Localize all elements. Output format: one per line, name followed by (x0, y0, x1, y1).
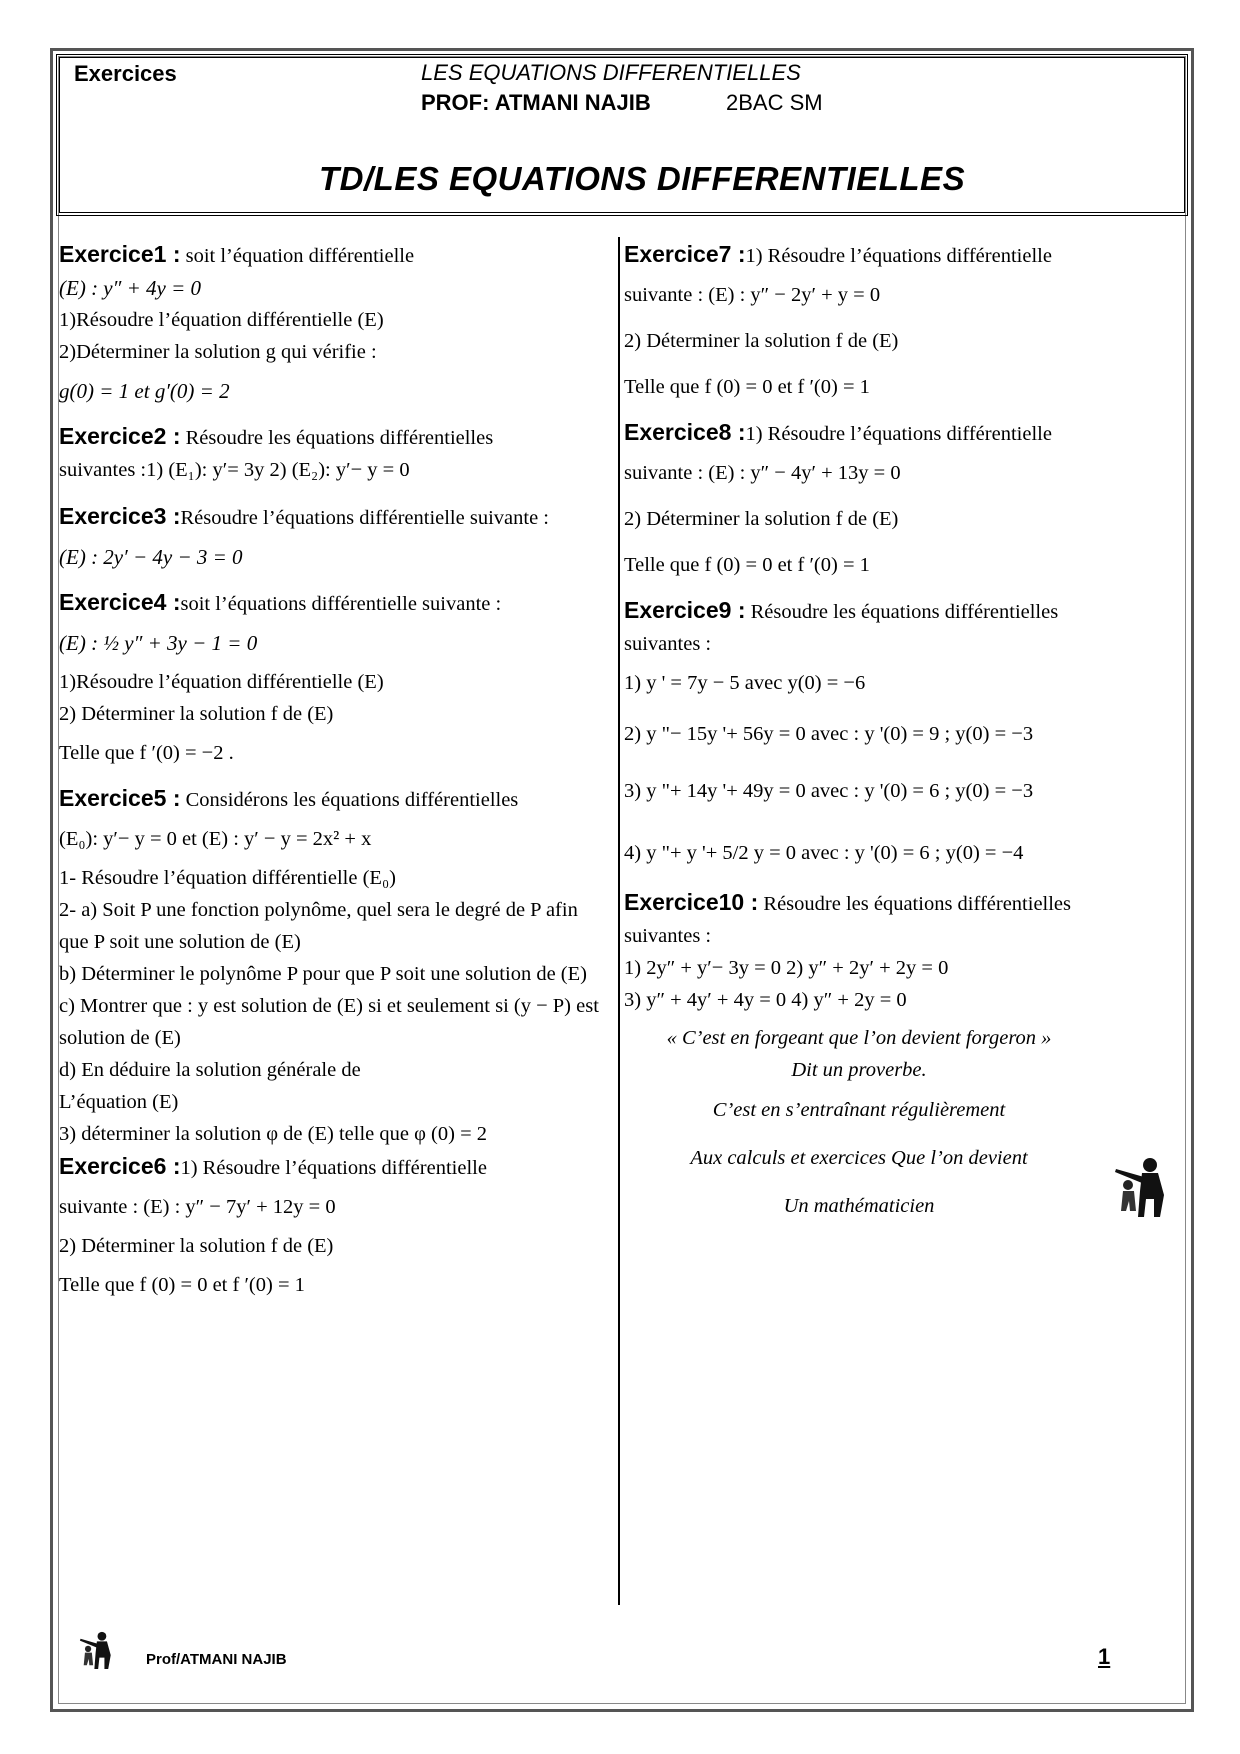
quote-line-2: Dit un proverbe. (791, 1059, 927, 1081)
exercise-4 (59, 586, 607, 776)
exercise-8-equation: suivante : (E) : y″ − 4y′ + 13y = 0 (624, 462, 901, 484)
exercise-4-question-1: 1)Résoudre l’équation différentielle (E) (59, 671, 384, 693)
exercise-5-question-3: 3) déterminer la solution φ de (E) telle que φ (0) = 2 (59, 1123, 488, 1145)
footer-author: Prof/ATMANI NAJIB (146, 1651, 287, 1668)
exercise-7-title: Exercice7 : (624, 241, 746, 267)
exercise-6-question-2: 2) Déterminer la solution f de (E) (59, 1235, 334, 1257)
proverb-quote (624, 1022, 1094, 1230)
exercise-4-condition: Telle que f ′(0) = −2 . (59, 742, 234, 764)
exercise-10-intro: Résoudre les équations différentielles (758, 893, 1072, 915)
exercise-8-title: Exercice8 : (624, 419, 746, 445)
exercise-7-question-2: 2) Déterminer la solution f de (E) (624, 330, 899, 352)
exercise-5-question-2c: c) Montrer que : y est solution de (E) si et seulement si (y − P) est solution de (E) (59, 995, 599, 1049)
page-number: 1 (1098, 1644, 1111, 1669)
right-column (624, 238, 1172, 1230)
exercise-1-intro: soit l’équation différentielle (180, 245, 415, 267)
exercise-5-equations: (E₀): y′− y = 0 et (E) : y′ − y = 2x² + x (59, 828, 372, 850)
exercise-9-item-4: 4) y "+ y '+ 5/2 y = 0 avec : y '(0) = 6 ; y(0) = −4 (624, 842, 1024, 864)
exercise-8-intro: 1) Résoudre l’équations différentielle (745, 423, 1052, 445)
exercise-6 (59, 1150, 607, 1308)
header-prof: PROF: ATMANI NAJIB (421, 90, 651, 115)
exercise-4-title: Exercice4 : (59, 589, 181, 615)
exercise-6-intro: 1) Résoudre l’équations différentielle (180, 1157, 487, 1179)
exercise-5-question-2b: b) Déterminer le polynôme P pour que P soit une solution de (E) (59, 963, 587, 985)
exercise-8-condition: Telle que f (0) = 0 et f ′(0) = 1 (624, 554, 870, 576)
exercise-1-title: Exercice1 : (59, 241, 181, 267)
left-column (59, 238, 607, 1314)
exercise-5-title: Exercice5 : (59, 785, 181, 811)
page-title: TD/LES EQUATIONS DIFFERENTIELLES (319, 160, 966, 197)
exercise-1 (59, 238, 607, 414)
exercise-7-intro: 1) Résoudre l’équations différentielle (745, 245, 1052, 267)
header-exercices-label: Exercices (74, 61, 177, 86)
exercise-1-equation: (E) : y″ + 4y = 0 (59, 276, 202, 300)
exercise-10-row-1: 1) 2y″ + y′− 3y = 0 2) y″ + 2y′ + 2y = 0 (624, 957, 949, 979)
exercise-9-item-2: 2) y "− 15y '+ 56y = 0 avec : y '(0) = 9 ; y(0) = −3 (624, 723, 1034, 745)
exercise-5-question-2d-line-1: d) En déduire la solution générale de (59, 1059, 361, 1081)
exercise-9-item-1: 1) y ' = 7y − 5 avec y(0) = −6 (624, 672, 866, 694)
quote-line-4: Aux calculs et exercices Que l’on devient (690, 1147, 1028, 1169)
exercise-3-title: Exercice3 : (59, 503, 181, 529)
exercise-9 (624, 594, 1172, 886)
quote-line-1: « C’est en forgeant que l’on devient forgeron » (666, 1027, 1052, 1049)
exercise-9-subtitle: suivantes : (624, 633, 712, 655)
exercise-4-question-2: 2) Déterminer la solution f de (E) (59, 703, 334, 725)
exercise-8 (624, 416, 1172, 588)
column-divider (618, 237, 620, 1605)
teacher-child-silhouette-icon (1110, 1155, 1168, 1225)
exercise-7-equation: suivante : (E) : y″ − 2y′ + y = 0 (624, 284, 881, 306)
exercise-9-intro: Résoudre les équations différentielles (745, 601, 1059, 623)
footer-silhouette-icon (76, 1630, 114, 1674)
exercise-10-row-2: 3) y″ + 4y′ + 4y = 0 4) y″ + 2y = 0 (624, 989, 907, 1011)
exercise-1-question-2: 2)Déterminer la solution g qui vérifie : (59, 341, 377, 363)
exercise-4-intro: soit l’équations différentielle suivante : (180, 593, 502, 615)
header-subject: LES EQUATIONS DIFFERENTIELLES (421, 60, 801, 85)
exercise-4-equation: (E) : ½ y″ + 3y − 1 = 0 (59, 631, 258, 655)
exercise-1-question-1: 1)Résoudre l’équation différentielle (E) (59, 309, 384, 331)
exercise-2-title: Exercice2 : (59, 423, 181, 449)
exercise-2 (59, 420, 607, 486)
exercise-6-condition: Telle que f (0) = 0 et f ′(0) = 1 (59, 1274, 305, 1296)
exercise-2-intro: Résoudre les équations différentielles (180, 427, 494, 449)
exercise-3-equation: (E) : 2y′ − 4y − 3 = 0 (59, 545, 243, 569)
quote-line-5: Un mathématicien (783, 1195, 935, 1217)
exercise-7 (624, 238, 1172, 410)
exercise-9-item-3: 3) y "+ 14y '+ 49y = 0 avec : y '(0) = 6 ; y(0) = −3 (624, 780, 1034, 802)
exercise-10-title: Exercice10 : (624, 889, 759, 915)
exercise-8-question-2: 2) Déterminer la solution f de (E) (624, 508, 899, 530)
exercise-6-equation: suivante : (E) : y″ − 7y′ + 12y = 0 (59, 1196, 336, 1218)
exercise-5-intro: Considérons les équations différentielles (180, 789, 519, 811)
exercise-10 (624, 886, 1172, 1016)
header-level: 2BAC SM (726, 90, 823, 115)
exercise-3-intro: Résoudre l’équations différentielle suivante : (180, 507, 549, 529)
quote-line-3: C’est en s’entraînant régulièrement (712, 1099, 1006, 1121)
exercise-10-subtitle: suivantes : (624, 925, 712, 947)
exercise-5-question-2d-line-2: L’équation (E) (59, 1091, 179, 1113)
exercise-5-question-2a: 2- a) Soit P une fonction polynôme, quel sera le degré de P afin que P soit une solution de (E) (59, 899, 578, 953)
exercise-6-title: Exercice6 : (59, 1153, 181, 1179)
exercise-5-question-1: 1- Résoudre l’équation différentielle (E₀) (59, 867, 396, 889)
exercise-1-condition: g(0) = 1 et g′(0) = 2 (59, 379, 230, 403)
exercise-9-title: Exercice9 : (624, 597, 746, 623)
exercise-7-condition: Telle que f (0) = 0 et f ′(0) = 1 (624, 376, 870, 398)
exercise-2-equations: suivantes :1) (E₁): y′= 3y 2) (E₂): y′− y = 0 (59, 459, 410, 481)
exercise-3 (59, 500, 607, 580)
exercise-5 (59, 782, 607, 1150)
